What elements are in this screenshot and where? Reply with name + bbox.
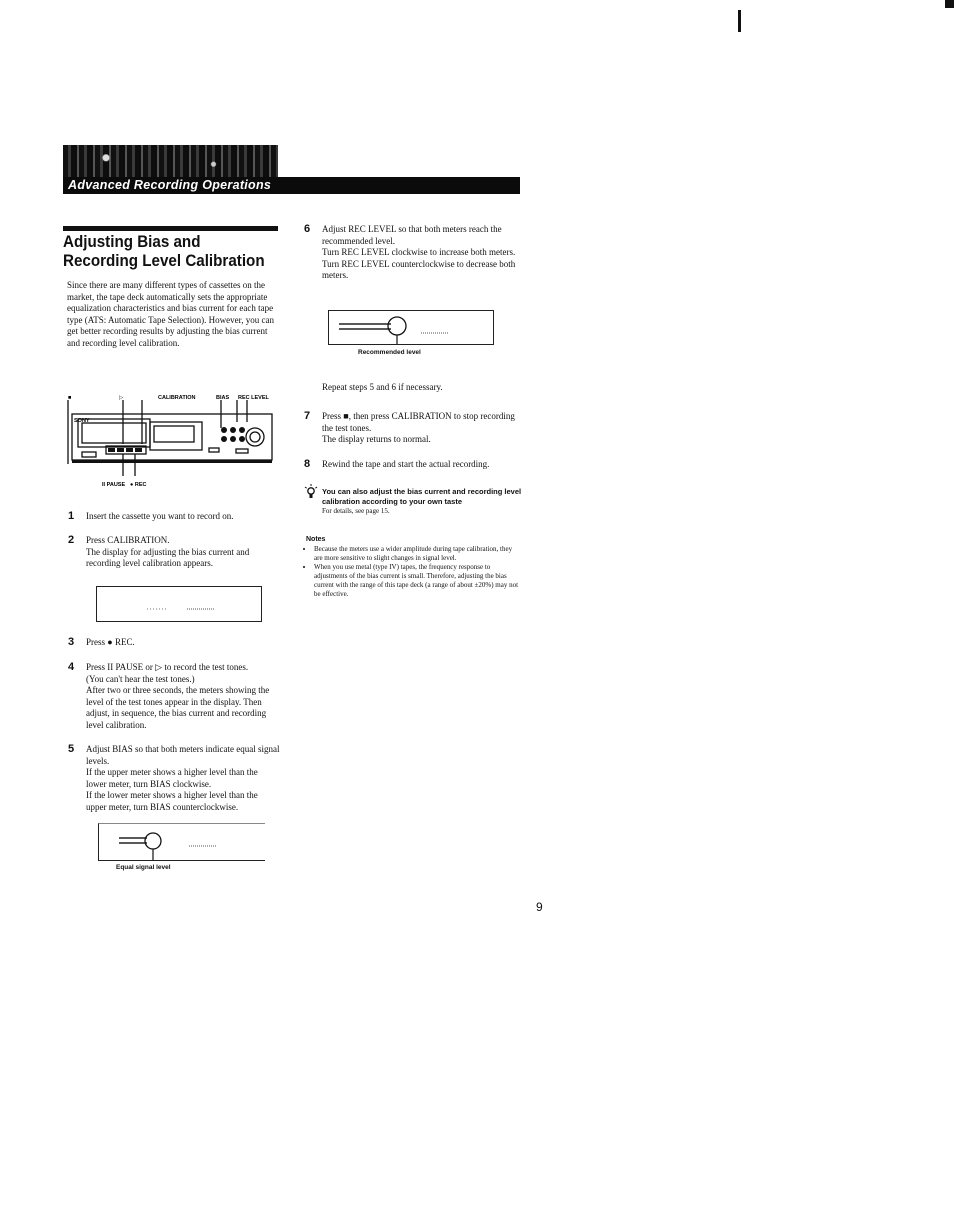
recommended-level-meter-graphic xyxy=(329,311,493,344)
step-8 xyxy=(304,459,518,471)
rec-level-knob-label: REC LEVEL xyxy=(238,395,269,401)
tape-deck-diagram xyxy=(66,392,281,492)
step-number: 4 xyxy=(68,661,75,673)
recommended-level-display-box xyxy=(328,310,494,345)
step-text: Turn REC LEVEL counterclockwise to decrease both meters. xyxy=(322,258,516,280)
scan-mark xyxy=(945,0,954,8)
recommended-level-caption: Recommended level xyxy=(358,349,421,356)
step-7 xyxy=(304,411,518,446)
notes-heading: Notes xyxy=(306,536,326,543)
rec-button-label: ● REC xyxy=(130,482,147,488)
equal-signal-caption: Equal signal level xyxy=(116,864,171,871)
step-text: Press CALIBRATION. xyxy=(86,535,170,545)
pause-button-label: II PAUSE xyxy=(102,482,126,488)
step-text: If the upper meter shows a higher level than the lower meter, turn BIAS clockwise. xyxy=(86,767,258,789)
step-text: Press II PAUSE or ▷ to record the test tones. xyxy=(86,662,249,672)
step-text: Press ■, then press CALIBRATION to stop recording the test tones. xyxy=(322,411,515,433)
bias-knob-label: BIAS xyxy=(216,395,230,401)
step-1 xyxy=(68,511,280,523)
calibration-button-label: CALIBRATION xyxy=(158,395,196,401)
page-title: Adjusting Bias and Recording Level Calibration xyxy=(63,233,265,270)
repeat-note: Repeat steps 5 and 6 if necessary. xyxy=(322,382,443,392)
scan-mark xyxy=(738,10,741,32)
play-button-label: ▷ xyxy=(119,395,124,401)
calibration-display-box xyxy=(96,586,262,622)
step-3 xyxy=(68,637,280,649)
step-text: Adjust BIAS so that both meters indicate equal signal levels. xyxy=(86,744,280,766)
equal-level-meter-graphic xyxy=(99,824,265,860)
tip-block xyxy=(322,487,522,516)
equal-level-display-box xyxy=(98,823,265,861)
stop-button-label: ■ xyxy=(68,395,72,401)
step-text: The display for adjusting the bias current and recording level calibration appears. xyxy=(86,546,250,568)
tip-reference: For details, see page 15. xyxy=(322,507,390,515)
step-number: 6 xyxy=(304,223,311,235)
notes-block xyxy=(306,536,520,599)
step-text: After two or three seconds, the meters showing the level of the test tones appear in the display. Then adjust, in sequence, the bias current and recording level calibration. xyxy=(86,685,270,730)
step-number: 3 xyxy=(68,636,75,648)
step-text: Press ● REC. xyxy=(86,637,135,647)
section-header-title: Advanced Recording Operations xyxy=(68,178,272,192)
step-text: If the lower meter shows a higher level than the upper meter, turn BIAS counterclockwise. xyxy=(86,790,258,812)
step-number: 1 xyxy=(68,510,75,522)
step-text: Adjust REC LEVEL so that both meters reach the recommended level. xyxy=(322,224,502,246)
notes-list xyxy=(306,545,520,599)
intro-paragraph: Since there are many different types of cassettes on the market, the tape deck automatically sets the appropriate equalization characteristics and bias current for each tape type (ATS: Automatic Tape Selection). However, you can get better recording results by adjusting the bias current and recording level calibration. xyxy=(67,280,275,348)
step-4 xyxy=(68,662,280,731)
deck-brand-label: SONY xyxy=(74,418,90,424)
step-text: Turn REC LEVEL clockwise to increase both meters. xyxy=(322,247,516,257)
step-text: The display returns to normal. xyxy=(322,434,431,444)
note-item: • When you use metal (type IV) tapes, the frequency response to adjustments of the bias current is small. Therefore, adjusting the bias current with the range of this tape deck (a range of about ±20%) may not be effective. xyxy=(314,563,520,599)
step-text: (You can't hear the test tones.) xyxy=(86,673,195,684)
step-number: 2 xyxy=(68,534,75,546)
step-text: Insert the cassette you want to record on. xyxy=(86,511,234,521)
page-number: 9 xyxy=(536,900,543,914)
step-number: 7 xyxy=(304,410,311,422)
header-photo-strip xyxy=(63,145,278,177)
step-5 xyxy=(68,744,280,813)
note-item: • Because the meters use a wider amplitude during tape calibration, they are more sensitive to slight changes in signal level. xyxy=(314,545,520,563)
tip-title: You can also adjust the bias current and recording level calibration according to your own taste xyxy=(322,487,522,506)
step-2 xyxy=(68,535,280,570)
step-number: 5 xyxy=(68,743,75,755)
title-rule xyxy=(63,226,278,231)
calibration-display-graphic xyxy=(97,587,261,621)
step-6 xyxy=(304,224,518,282)
lightbulb-icon xyxy=(304,484,318,500)
step-text: Rewind the tape and start the actual recording. xyxy=(322,459,490,469)
step-number: 8 xyxy=(304,458,311,470)
